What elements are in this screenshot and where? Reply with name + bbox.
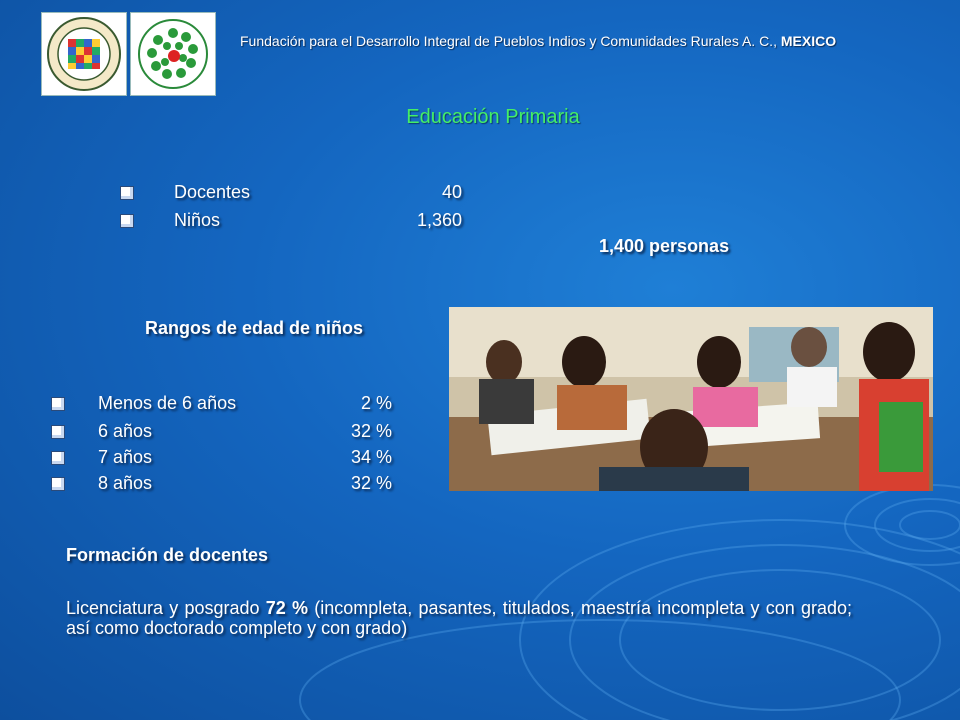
bullet-icon — [120, 214, 134, 228]
teacher-training-prefix: Licenciatura y posgrado — [66, 598, 266, 618]
teacher-training-suffix: (incompleta, pasantes, titulados, maestría incompleta y con grado; así como doctorado completo y con grado) — [66, 598, 853, 638]
age-range-label: Menos de 6 años — [98, 393, 237, 413]
population-total: 1,400 personas — [599, 236, 730, 256]
teacher-training-percent: 72 % — [265, 598, 309, 618]
ninos-label: Niños — [174, 210, 221, 230]
foundation-header — [240, 33, 930, 49]
foundation-name: Fundación para el Desarrollo Integral de Pueblos Indios y Comunidades Rurales A. C., — [240, 33, 781, 49]
age-range-value: 2 % — [360, 393, 392, 413]
age-range-label: 8 años — [98, 473, 153, 493]
age-ranges-heading: Rangos de edad de niños — [145, 318, 364, 338]
docentes-value: 40 — [441, 182, 462, 202]
teacher-training-heading: Formación de docentes — [66, 545, 269, 565]
page-title: Educación Primaria — [406, 106, 580, 128]
age-range-value: 34 % — [350, 447, 392, 467]
bullet-icon — [51, 477, 65, 491]
teacher-training-text — [66, 598, 852, 638]
bullet-icon — [120, 186, 134, 200]
classroom-children-photo — [449, 307, 933, 491]
bullet-icon — [51, 397, 65, 411]
age-range-value: 32 % — [350, 421, 392, 441]
age-range-label: 7 años — [98, 447, 153, 467]
age-range-value: 32 % — [350, 473, 392, 493]
ninos-value: 1,360 — [416, 210, 462, 230]
docentes-label: Docentes — [174, 182, 251, 202]
bullet-icon — [51, 425, 65, 439]
foundation-logo — [130, 12, 216, 96]
age-range-label: 6 años — [98, 421, 153, 441]
country-label: MEXICO — [780, 33, 837, 49]
bullet-icon — [51, 451, 65, 465]
oas-seal-logo — [41, 12, 127, 96]
